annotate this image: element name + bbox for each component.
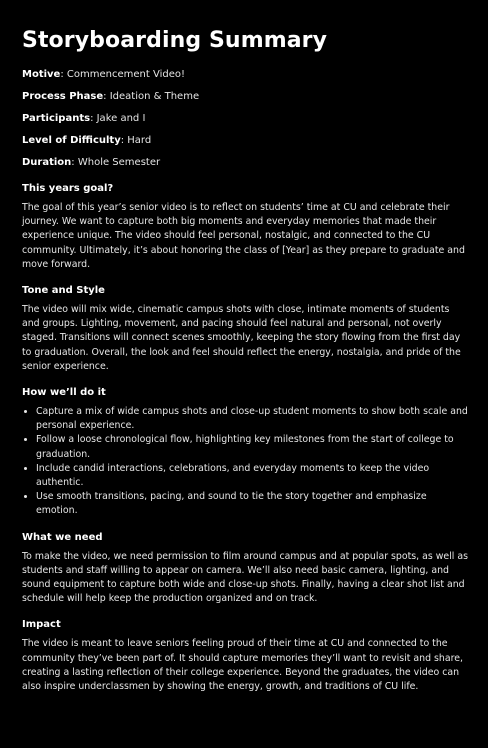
meta-value: : Jake and I	[90, 113, 146, 124]
section-heading: Impact	[22, 619, 61, 631]
section-how	[22, 386, 468, 519]
section-heading: Tone and Style	[22, 285, 105, 297]
meta-process-phase	[22, 90, 468, 104]
section-impact	[22, 618, 468, 694]
section-body: To make the video, we need permission to film around campus and at popular spots, as well as students and staff willing to appear on camera. We’ll also need basic camera, lighting, and sound equipment to capture both wide and close-up shots. Finally, having a clear shot list and schedule will help keep the production organized and on track.	[22, 550, 468, 605]
section-heading: How we’ll do it	[22, 387, 106, 399]
page-title: Storyboarding Summary	[22, 28, 328, 53]
meta-motive	[22, 68, 468, 82]
section-goal	[22, 182, 468, 272]
section-needs	[22, 531, 468, 607]
project-meta	[22, 68, 468, 170]
section-body: The goal of this year’s senior video is to reflect on students’ time at CU and celebrate their journey. We want to capture both big moments and everyday memories that made their experience unique. The video should feel personal, nostalgic, and connected to the CU community. Ultimately, it’s about honoring the class of [Year] as they prepare to graduate and move forward.	[22, 202, 465, 270]
section-body: The video is meant to leave seniors feeling proud of their time at CU and connected to the community they’ve been part of. It should capture memories they’ll want to revisit and share, creating a lasting reflection of their college experience. Beyond the graduates, the video can also inspire underclassmen by showing the energy, growth, and traditions of CU life.	[22, 638, 463, 693]
meta-difficulty	[22, 134, 468, 148]
meta-label: Motive	[22, 69, 61, 80]
list-item: • Capture a mix of wide campus shots and close-up student moments to show both scale and personal experience.	[36, 405, 468, 433]
meta-value: : Ideation & Theme	[103, 91, 200, 102]
section-heading: This years goal?	[22, 183, 114, 194]
meta-label: Duration	[22, 157, 72, 168]
bullet-list	[22, 405, 468, 519]
list-item: • Include candid interactions, celebrations, and everyday moments to keep the video authentic.	[36, 462, 468, 490]
meta-value: : Commencement Video!	[60, 69, 185, 80]
meta-value: : Whole Semester	[71, 157, 161, 168]
meta-label: Process Phase	[22, 91, 104, 102]
meta-value: : Hard	[120, 135, 152, 146]
section-tone-style	[22, 284, 468, 374]
section-body: The video will mix wide, cinematic campus shots with close, intimate moments of students and groups. Lighting, movement, and pacing should feel natural and personal, not overly staged. Transitions will connect scenes smoothly, keeping the story flowing from the first day to graduation. Overall, the look and feel should reflect the energy, nostalgia, and pride of the senior experience.	[22, 304, 461, 372]
section-heading: What we need	[22, 531, 103, 543]
meta-participants	[22, 112, 468, 126]
meta-label: Level of Difficulty	[22, 135, 121, 146]
list-item: • Follow a loose chronological flow, highlighting key milestones from the start of college to graduation.	[36, 433, 468, 461]
meta-label: Participants	[22, 113, 91, 124]
list-item: • Use smooth transitions, pacing, and sound to tie the story together and emphasize emotion.	[36, 490, 468, 518]
meta-duration	[22, 156, 468, 170]
